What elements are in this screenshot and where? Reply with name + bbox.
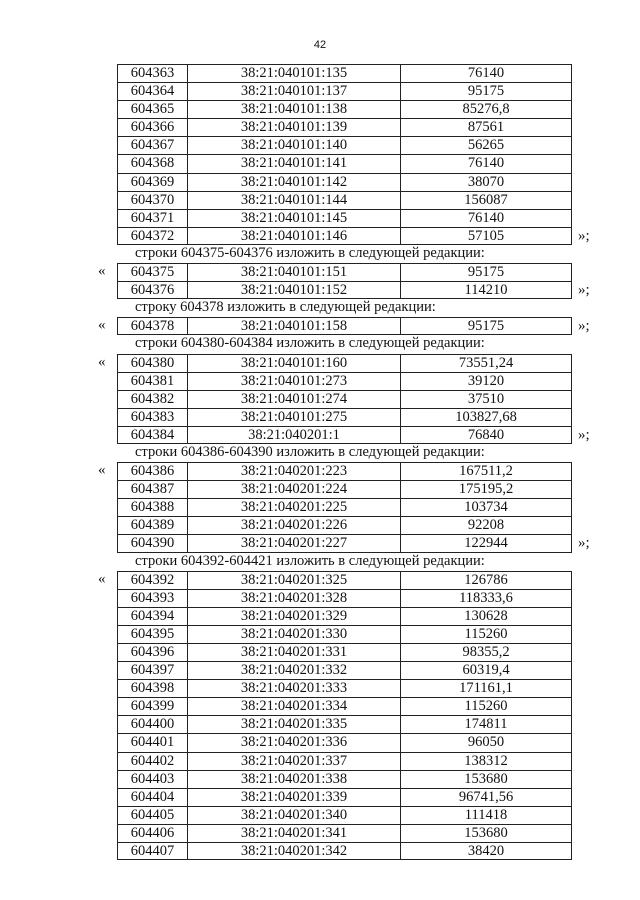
cell-value: 98355,2	[400, 643, 572, 661]
instruction-text: строки 604392-604421 изложить в следующей редакции:	[135, 552, 485, 569]
cell-cadastral-number: 38:21:040101:141	[187, 154, 400, 172]
cell-number: 604376	[117, 281, 187, 299]
table-row	[0, 607, 640, 625]
cell-number: 604364	[117, 82, 187, 100]
close-quote-mark: »;	[578, 282, 590, 299]
data-table	[0, 263, 640, 299]
table-row	[0, 770, 640, 788]
cell-value: 167511,2	[400, 462, 572, 480]
cell-number: 604394	[117, 607, 187, 625]
table-row	[0, 354, 640, 372]
table-row	[0, 372, 640, 390]
cell-value: 115260	[400, 697, 572, 715]
cell-value: 95175	[400, 317, 572, 335]
table-row	[0, 390, 640, 408]
table-row	[0, 733, 640, 751]
cell-number: 604402	[117, 752, 187, 770]
cell-number: 604388	[117, 498, 187, 516]
cell-cadastral-number: 38:21:040201:339	[187, 788, 400, 806]
table-row	[0, 715, 640, 733]
cell-number: 604390	[117, 534, 187, 552]
table-row	[0, 154, 640, 172]
cell-number: 604403	[117, 770, 187, 788]
data-table	[0, 571, 640, 861]
cell-value: 126786	[400, 571, 572, 589]
cell-cadastral-number: 38:21:040101:137	[187, 82, 400, 100]
cell-value: 96050	[400, 733, 572, 751]
table-row	[0, 462, 640, 480]
table-row	[0, 173, 640, 191]
cell-cadastral-number: 38:21:040201:341	[187, 824, 400, 842]
cell-cadastral-number: 38:21:040201:336	[187, 733, 400, 751]
table-row	[0, 426, 640, 444]
data-table	[0, 64, 640, 245]
cell-cadastral-number: 38:21:040101:135	[187, 64, 400, 82]
table-row	[0, 408, 640, 426]
cell-number: 604387	[117, 480, 187, 498]
cell-number: 604372	[117, 227, 187, 245]
cell-number: 604368	[117, 154, 187, 172]
cell-cadastral-number: 38:21:040201:224	[187, 480, 400, 498]
cell-cadastral-number: 38:21:040101:274	[187, 390, 400, 408]
cell-number: 604395	[117, 625, 187, 643]
table-row	[0, 516, 640, 534]
cell-value: 175195,2	[400, 480, 572, 498]
instruction-text: строки 604375-604376 изложить в следующей редакции:	[135, 244, 485, 261]
cell-number: 604405	[117, 806, 187, 824]
instruction-text: строки 604386-604390 изложить в следующей редакции:	[135, 443, 485, 460]
cell-cadastral-number: 38:21:040201:340	[187, 806, 400, 824]
cell-number: 604370	[117, 191, 187, 209]
cell-number: 604398	[117, 679, 187, 697]
table-row	[0, 806, 640, 824]
page-number: 42	[313, 39, 327, 51]
cell-cadastral-number: 38:21:040201:331	[187, 643, 400, 661]
cell-cadastral-number: 38:21:040101:273	[187, 372, 400, 390]
cell-cadastral-number: 38:21:040101:142	[187, 173, 400, 191]
table-row	[0, 82, 640, 100]
cell-cadastral-number: 38:21:040101:152	[187, 281, 400, 299]
open-quote-mark: «	[98, 263, 106, 280]
cell-cadastral-number: 38:21:040101:144	[187, 191, 400, 209]
cell-value: 95175	[400, 82, 572, 100]
cell-cadastral-number: 38:21:040201:325	[187, 571, 400, 589]
cell-number: 604365	[117, 100, 187, 118]
cell-value: 56265	[400, 136, 572, 154]
cell-value: 138312	[400, 752, 572, 770]
cell-number: 604407	[117, 842, 187, 860]
cell-cadastral-number: 38:21:040101:138	[187, 100, 400, 118]
cell-cadastral-number: 38:21:040201:337	[187, 752, 400, 770]
cell-cadastral-number: 38:21:040201:332	[187, 661, 400, 679]
data-table	[0, 317, 640, 335]
cell-value: 122944	[400, 534, 572, 552]
cell-number: 604363	[117, 64, 187, 82]
cell-value: 115260	[400, 625, 572, 643]
table-row	[0, 281, 640, 299]
open-quote-mark: «	[98, 462, 106, 479]
cell-value: 171161,1	[400, 679, 572, 697]
cell-value: 87561	[400, 118, 572, 136]
table-row	[0, 589, 640, 607]
cell-cadastral-number: 38:21:040201:223	[187, 462, 400, 480]
table-row	[0, 317, 640, 335]
cell-cadastral-number: 38:21:040201:334	[187, 697, 400, 715]
cell-number: 604366	[117, 118, 187, 136]
cell-number: 604380	[117, 354, 187, 372]
cell-value: 73551,24	[400, 354, 572, 372]
table-row	[0, 64, 640, 82]
cell-number: 604396	[117, 643, 187, 661]
table-row	[0, 534, 640, 552]
cell-value: 130628	[400, 607, 572, 625]
cell-value: 38420	[400, 842, 572, 860]
instruction-text: строки 604380-604384 изложить в следующей редакции:	[135, 335, 485, 352]
cell-value: 103734	[400, 498, 572, 516]
cell-number: 604400	[117, 715, 187, 733]
cell-cadastral-number: 38:21:040101:146	[187, 227, 400, 245]
cell-number: 604378	[117, 317, 187, 335]
cell-value: 111418	[400, 806, 572, 824]
table-row	[0, 498, 640, 516]
cell-number: 604369	[117, 173, 187, 191]
cell-value: 118333,6	[400, 589, 572, 607]
cell-number: 604367	[117, 136, 187, 154]
data-table	[0, 462, 640, 552]
cell-value: 96741,56	[400, 788, 572, 806]
cell-value: 95175	[400, 263, 572, 281]
cell-value: 76840	[400, 426, 572, 444]
table-row	[0, 118, 640, 136]
cell-value: 153680	[400, 770, 572, 788]
instruction-text: строку 604378 изложить в следующей редакции:	[135, 299, 436, 316]
cell-cadastral-number: 38:21:040201:342	[187, 842, 400, 860]
cell-cadastral-number: 38:21:040101:158	[187, 317, 400, 335]
table-row	[0, 643, 640, 661]
cell-number: 604392	[117, 571, 187, 589]
cell-cadastral-number: 38:21:040201:330	[187, 625, 400, 643]
cell-cadastral-number: 38:21:040101:160	[187, 354, 400, 372]
cell-number: 604386	[117, 462, 187, 480]
cell-value: 38070	[400, 173, 572, 191]
table-row	[0, 752, 640, 770]
cell-value: 92208	[400, 516, 572, 534]
cell-cadastral-number: 38:21:040101:140	[187, 136, 400, 154]
cell-cadastral-number: 38:21:040101:145	[187, 209, 400, 227]
cell-number: 604382	[117, 390, 187, 408]
cell-cadastral-number: 38:21:040201:328	[187, 589, 400, 607]
cell-value: 76140	[400, 64, 572, 82]
cell-number: 604404	[117, 788, 187, 806]
cell-value: 39120	[400, 372, 572, 390]
cell-value: 60319,4	[400, 661, 572, 679]
table-row	[0, 842, 640, 860]
close-quote-mark: »;	[578, 318, 590, 335]
cell-number: 604375	[117, 263, 187, 281]
cell-value: 174811	[400, 715, 572, 733]
cell-value: 85276,8	[400, 100, 572, 118]
cell-cadastral-number: 38:21:040201:1	[187, 426, 400, 444]
cell-number: 604389	[117, 516, 187, 534]
open-quote-mark: «	[98, 353, 106, 370]
cell-cadastral-number: 38:21:040201:335	[187, 715, 400, 733]
table-row	[0, 136, 640, 154]
cell-number: 604371	[117, 209, 187, 227]
data-table	[0, 354, 640, 444]
table-row	[0, 679, 640, 697]
table-row	[0, 571, 640, 589]
cell-value: 57105	[400, 227, 572, 245]
cell-cadastral-number: 38:21:040101:275	[187, 408, 400, 426]
table-row	[0, 263, 640, 281]
open-quote-mark: «	[98, 317, 106, 334]
cell-cadastral-number: 38:21:040201:338	[187, 770, 400, 788]
cell-value: 76140	[400, 209, 572, 227]
cell-number: 604381	[117, 372, 187, 390]
close-quote-mark: »;	[578, 535, 590, 552]
table-row	[0, 625, 640, 643]
cell-cadastral-number: 38:21:040201:226	[187, 516, 400, 534]
cell-value: 153680	[400, 824, 572, 842]
cell-value: 103827,68	[400, 408, 572, 426]
cell-cadastral-number: 38:21:040101:139	[187, 118, 400, 136]
cell-cadastral-number: 38:21:040101:151	[187, 263, 400, 281]
cell-cadastral-number: 38:21:040201:333	[187, 679, 400, 697]
table-row	[0, 661, 640, 679]
table-row	[0, 209, 640, 227]
close-quote-mark: »;	[578, 426, 590, 443]
cell-cadastral-number: 38:21:040201:227	[187, 534, 400, 552]
cell-cadastral-number: 38:21:040201:329	[187, 607, 400, 625]
cell-number: 604393	[117, 589, 187, 607]
cell-number: 604401	[117, 733, 187, 751]
close-quote-mark: »;	[578, 227, 590, 244]
cell-cadastral-number: 38:21:040201:225	[187, 498, 400, 516]
table-row	[0, 100, 640, 118]
table-row	[0, 191, 640, 209]
table-row	[0, 227, 640, 245]
cell-value: 156087	[400, 191, 572, 209]
cell-value: 76140	[400, 154, 572, 172]
cell-number: 604399	[117, 697, 187, 715]
cell-number: 604406	[117, 824, 187, 842]
cell-value: 114210	[400, 281, 572, 299]
cell-value: 37510	[400, 390, 572, 408]
document-body	[0, 64, 640, 860]
cell-number: 604383	[117, 408, 187, 426]
cell-number: 604384	[117, 426, 187, 444]
table-row	[0, 824, 640, 842]
table-row	[0, 697, 640, 715]
cell-number: 604397	[117, 661, 187, 679]
open-quote-mark: «	[98, 570, 106, 587]
table-row	[0, 788, 640, 806]
table-row	[0, 480, 640, 498]
